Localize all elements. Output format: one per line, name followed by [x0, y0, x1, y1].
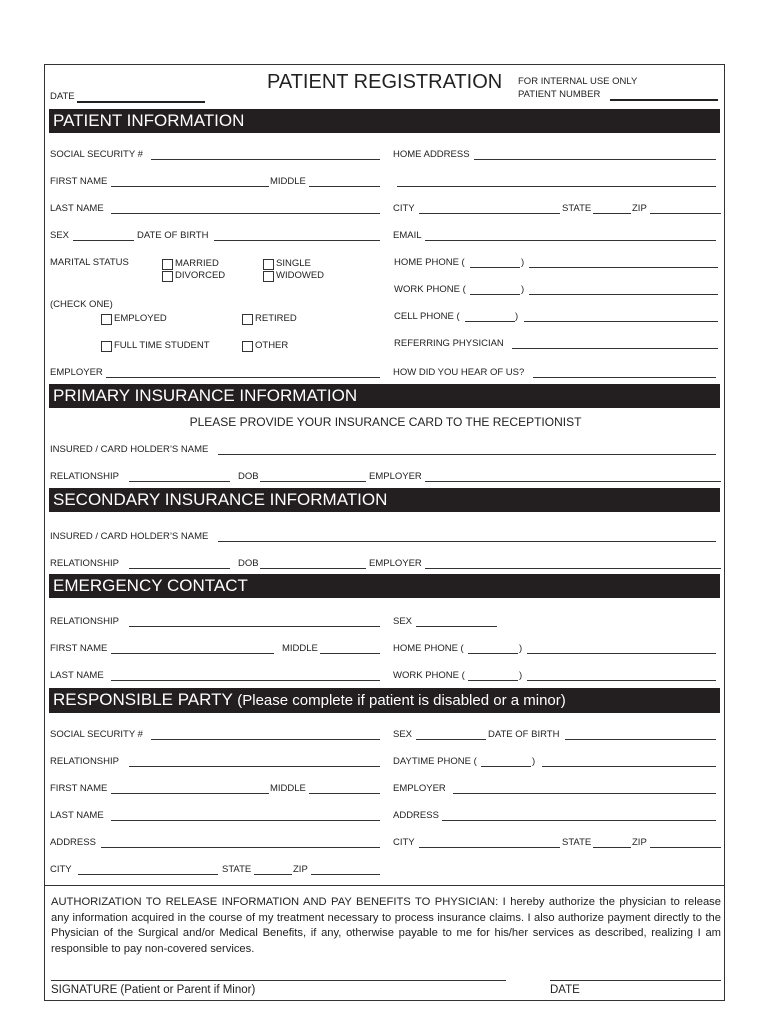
referring-physician-label: REFERRING PHYSICIAN: [394, 338, 504, 349]
home-phone-field[interactable]: [529, 267, 718, 268]
cell-phone-field[interactable]: [524, 321, 718, 322]
responsible-relationship-field[interactable]: [129, 766, 380, 767]
employed-label: EMPLOYED: [114, 313, 167, 324]
marital-status-label: MARITAL STATUS: [50, 257, 129, 268]
responsible-zip-label: ZIP: [632, 837, 647, 848]
authorization-divider: [45, 885, 724, 886]
responsible-state-field[interactable]: [593, 847, 631, 848]
divorced-checkbox[interactable]: [162, 271, 173, 282]
responsible-daytime-phone-paren: ): [532, 756, 536, 767]
last-name-label: LAST NAME: [50, 203, 104, 214]
dob-label: DATE OF BIRTH: [137, 230, 209, 241]
single-label: SINGLE: [276, 258, 311, 269]
responsible-party-heading: [49, 688, 720, 713]
emergency-work-phone-field[interactable]: [527, 680, 716, 681]
responsible-zip-left-field[interactable]: [311, 874, 380, 875]
emergency-last-name-field[interactable]: [111, 680, 380, 681]
responsible-city-left-field[interactable]: [78, 874, 218, 875]
responsible-dob-label: DATE OF BIRTH: [488, 729, 560, 740]
retired-checkbox[interactable]: [242, 314, 253, 325]
signature-date-field[interactable]: [550, 980, 721, 981]
emergency-home-phone-field[interactable]: [527, 653, 716, 654]
responsible-address-label: ADDRESS: [393, 810, 439, 821]
responsible-city-field[interactable]: [419, 847, 560, 848]
patient-number-label: PATIENT NUMBER: [518, 89, 601, 100]
employed-checkbox[interactable]: [101, 314, 112, 325]
insurance-card-notice: PLEASE PROVIDE YOUR INSURANCE CARD TO THE RECEPTIONIST: [189, 415, 582, 429]
primary-employer-field[interactable]: [425, 481, 721, 482]
emergency-middle-label: MIDDLE: [282, 643, 318, 654]
responsible-sex-field[interactable]: [416, 739, 486, 740]
emergency-work-phone-paren: ): [519, 670, 523, 681]
emergency-first-name-field[interactable]: [111, 653, 274, 654]
responsible-last-name-field[interactable]: [111, 820, 380, 821]
home-address-field[interactable]: [474, 159, 716, 160]
last-name-field[interactable]: [111, 213, 380, 214]
work-phone-label: WORK PHONE (: [394, 284, 466, 295]
responsible-first-name-label: FIRST NAME: [50, 783, 108, 794]
signature-field[interactable]: [51, 980, 506, 981]
home-address-line-2[interactable]: [397, 186, 716, 187]
responsible-middle-label: MIDDLE: [270, 783, 306, 794]
responsible-address-left-field[interactable]: [101, 847, 380, 848]
secondary-employer-label: EMPLOYER: [369, 558, 422, 569]
secondary-dob-field[interactable]: [260, 568, 366, 569]
primary-insured-name-label: INSURED / CARD HOLDER’S NAME: [50, 444, 209, 455]
emergency-home-phone-area-code[interactable]: [468, 653, 518, 654]
emergency-sex-field[interactable]: [416, 626, 497, 627]
internal-use-label: FOR INTERNAL USE ONLY: [518, 76, 638, 87]
widowed-label: WIDOWED: [276, 270, 325, 281]
other-checkbox[interactable]: [242, 341, 253, 352]
responsible-city-left-label: CITY: [50, 864, 72, 875]
work-phone-area-code[interactable]: [470, 294, 520, 295]
emergency-middle-field[interactable]: [320, 653, 380, 654]
responsible-state-left-label: STATE: [222, 864, 252, 875]
patient-information-heading: PATIENT INFORMATION: [49, 109, 720, 133]
home-phone-paren: ): [521, 257, 525, 268]
referring-physician-field[interactable]: [512, 348, 718, 349]
emergency-work-phone-area-code[interactable]: [468, 680, 518, 681]
secondary-dob-label: DOB: [238, 558, 259, 569]
responsible-address-field[interactable]: [442, 820, 716, 821]
ssn-label: SOCIAL SECURITY #: [50, 149, 143, 160]
middle-label: MIDDLE: [270, 176, 306, 187]
primary-relationship-field[interactable]: [129, 481, 230, 482]
emergency-relationship-label: RELATIONSHIP: [50, 616, 119, 627]
secondary-relationship-label: RELATIONSHIP: [50, 558, 119, 569]
widowed-checkbox[interactable]: [263, 271, 274, 282]
responsible-daytime-phone-area-code[interactable]: [481, 766, 531, 767]
emergency-sex-label: SEX: [393, 616, 413, 627]
work-phone-paren: ): [521, 284, 525, 295]
city-field[interactable]: [419, 213, 560, 214]
secondary-insured-name-label: INSURED / CARD HOLDER’S NAME: [50, 531, 209, 542]
how-did-you-hear-field[interactable]: [533, 377, 716, 378]
cell-phone-paren: ): [515, 311, 519, 322]
zip-field[interactable]: [650, 213, 721, 214]
employer-label: EMPLOYER: [50, 367, 103, 378]
divorced-label: DIVORCED: [175, 270, 226, 281]
emergency-contact-heading: EMERGENCY CONTACT: [49, 574, 720, 598]
city-label: CITY: [393, 203, 415, 214]
zip-label: ZIP: [632, 203, 647, 214]
full-time-student-label: FULL TIME STUDENT: [114, 340, 210, 351]
responsible-employer-label: EMPLOYER: [393, 783, 446, 794]
dob-field[interactable]: [214, 240, 380, 241]
sex-field[interactable]: [73, 240, 134, 241]
date-field[interactable]: [77, 101, 205, 103]
home-phone-label: HOME PHONE (: [394, 257, 465, 268]
married-checkbox[interactable]: [162, 259, 173, 270]
primary-relationship-label: RELATIONSHIP: [50, 471, 119, 482]
secondary-insured-name-field[interactable]: [218, 541, 716, 542]
email-label: EMAIL: [393, 230, 422, 241]
sex-label: SEX: [50, 230, 70, 241]
authorization-text: AUTHORIZATION TO RELEASE INFORMATION AND PAY BENEFITS TO PHYSICIAN: I hereby authorize the physician to release any information acquired in the course of my treatment necessary to process insurance claims. I also authorize payment directly to the Physician of the Surgical and/or Medical Benefits, if any, otherwise payable to me for his/her services as described, realizing I am responsible to pay non-covered services.: [51, 896, 721, 955]
retired-label: RETIRED: [255, 313, 297, 324]
responsible-city-label: CITY: [393, 837, 415, 848]
first-name-label: FIRST NAME: [50, 176, 108, 187]
cell-phone-area-code[interactable]: [465, 321, 515, 322]
email-field[interactable]: [425, 240, 716, 241]
responsible-middle-field[interactable]: [309, 793, 380, 794]
primary-dob-field[interactable]: [260, 481, 366, 482]
primary-insured-name-field[interactable]: [218, 454, 716, 455]
how-did-you-hear-label: HOW DID YOU HEAR OF US?: [393, 367, 525, 378]
other-label: OTHER: [255, 340, 289, 351]
responsible-ssn-label: SOCIAL SECURITY #: [50, 729, 143, 740]
single-checkbox[interactable]: [263, 259, 274, 270]
patient-registration-form: [44, 64, 725, 1001]
emergency-home-phone-paren: ): [519, 643, 523, 654]
emergency-work-phone-label: WORK PHONE (: [393, 670, 465, 681]
responsible-ssn-field[interactable]: [151, 739, 380, 740]
signature-label: SIGNATURE (Patient or Parent if Minor): [51, 984, 256, 996]
emergency-relationship-field[interactable]: [129, 626, 380, 627]
responsible-zip-left-label: ZIP: [293, 864, 308, 875]
ssn-field[interactable]: [151, 159, 380, 160]
state-field[interactable]: [593, 213, 631, 214]
responsible-last-name-label: LAST NAME: [50, 810, 104, 821]
first-name-field[interactable]: [111, 186, 269, 187]
responsible-party-note: (Please complete if patient is disabled or a minor): [237, 692, 566, 709]
married-label: MARRIED: [175, 258, 219, 269]
page-title: PATIENT REGISTRATION: [267, 71, 503, 93]
responsible-employer-field[interactable]: [453, 793, 716, 794]
responsible-zip-field[interactable]: [650, 847, 721, 848]
date-label: DATE: [50, 91, 75, 102]
check-one-label: (CHECK ONE): [50, 299, 113, 310]
secondary-relationship-field[interactable]: [129, 568, 230, 569]
responsible-address-left-label: ADDRESS: [50, 837, 96, 848]
work-phone-field[interactable]: [529, 294, 718, 295]
employer-field[interactable]: [106, 377, 380, 378]
middle-field[interactable]: [309, 186, 380, 187]
responsible-relationship-label: RELATIONSHIP: [50, 756, 119, 767]
emergency-first-name-label: FIRST NAME: [50, 643, 108, 654]
home-phone-area-code[interactable]: [470, 267, 520, 268]
primary-dob-label: DOB: [238, 471, 259, 482]
responsible-state-label: STATE: [562, 837, 592, 848]
signature-date-label: DATE: [550, 984, 580, 996]
responsible-daytime-phone-label: DAYTIME PHONE (: [393, 756, 477, 767]
responsible-sex-label: SEX: [393, 729, 413, 740]
state-label: STATE: [562, 203, 592, 214]
secondary-employer-field[interactable]: [425, 568, 721, 569]
cell-phone-label: CELL PHONE (: [394, 311, 460, 322]
emergency-last-name-label: LAST NAME: [50, 670, 104, 681]
responsible-party-title: RESPONSIBLE PARTY: [53, 690, 233, 709]
secondary-insurance-heading: SECONDARY INSURANCE INFORMATION: [49, 488, 720, 512]
responsible-dob-field[interactable]: [565, 739, 716, 740]
responsible-state-left-field[interactable]: [254, 874, 292, 875]
primary-employer-label: EMPLOYER: [369, 471, 422, 482]
home-address-label: HOME ADDRESS: [393, 149, 470, 160]
responsible-first-name-field[interactable]: [111, 793, 269, 794]
responsible-daytime-phone-field[interactable]: [542, 766, 716, 767]
primary-insurance-heading: PRIMARY INSURANCE INFORMATION: [49, 384, 720, 408]
full-time-student-checkbox[interactable]: [101, 341, 112, 352]
emergency-home-phone-label: HOME PHONE (: [393, 643, 464, 654]
patient-number-field[interactable]: [610, 99, 718, 101]
